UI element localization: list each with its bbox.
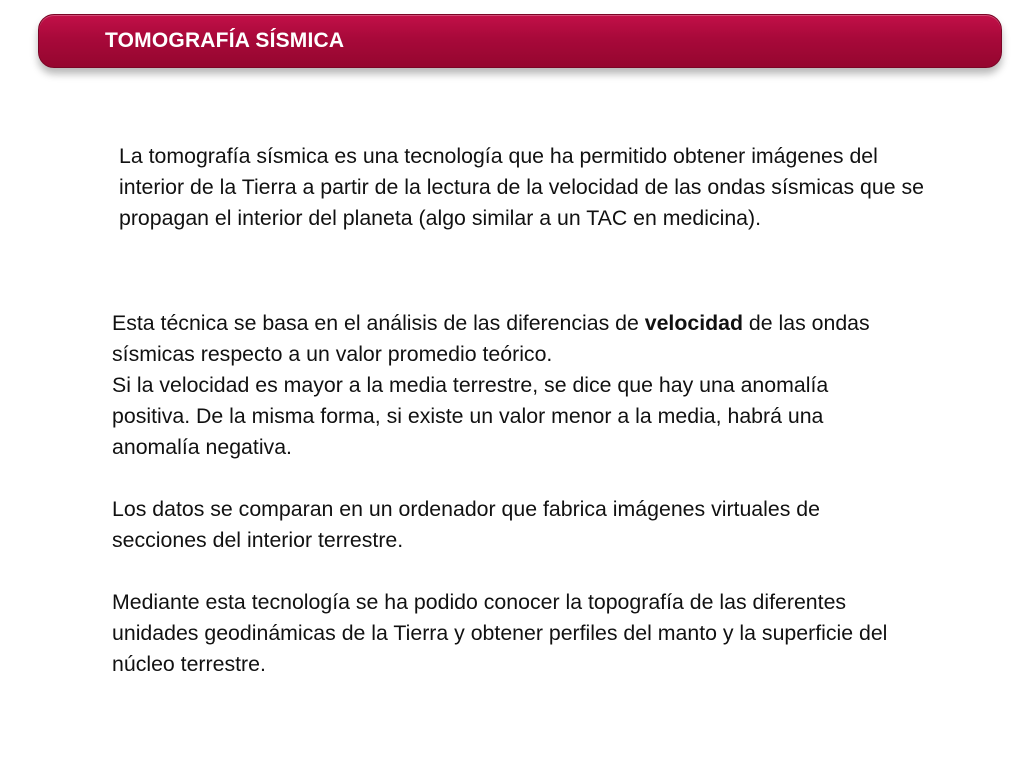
paragraph-velocity-start: Esta técnica se basa en el análisis de las diferencias de <box>112 311 645 335</box>
paragraph-spacer <box>112 463 892 494</box>
paragraph-anomaly: Si la velocidad es mayor a la media terrestre, se dice que hay una anomalía positiva. De la misma forma, si existe un valor menor a la media, habrá una anomalía negativa. <box>112 373 829 459</box>
paragraph-topography: Mediante esta tecnología se ha podido conocer la topografía de las diferentes unidades geodinámicas de la Tierra y obtener perfiles del manto y la superficie del núcleo terrestre. <box>112 590 888 676</box>
paragraph-spacer <box>112 556 892 587</box>
title-banner <box>38 14 1002 68</box>
slide-title: TOMOGRAFÍA SÍSMICA <box>105 29 345 52</box>
velocity-emphasis: velocidad <box>644 311 743 335</box>
paragraph-velocity <box>112 308 892 370</box>
body-text <box>112 308 892 680</box>
paragraph-computer: Los datos se comparan en un ordenador que fabrica imágenes virtuales de secciones del interior terrestre. <box>112 497 820 552</box>
paragraph-velocity-end: de las ondas sísmicas respecto a un valor promedio teórico. <box>112 311 870 366</box>
intro-paragraph: La tomografía sísmica es una tecnología que ha permitido obtener imágenes del interior de la Tierra a partir de la lectura de la velocidad de las ondas sísmicas que se propagan el interior del planeta (algo similar a un TAC en medicina). <box>119 144 924 230</box>
